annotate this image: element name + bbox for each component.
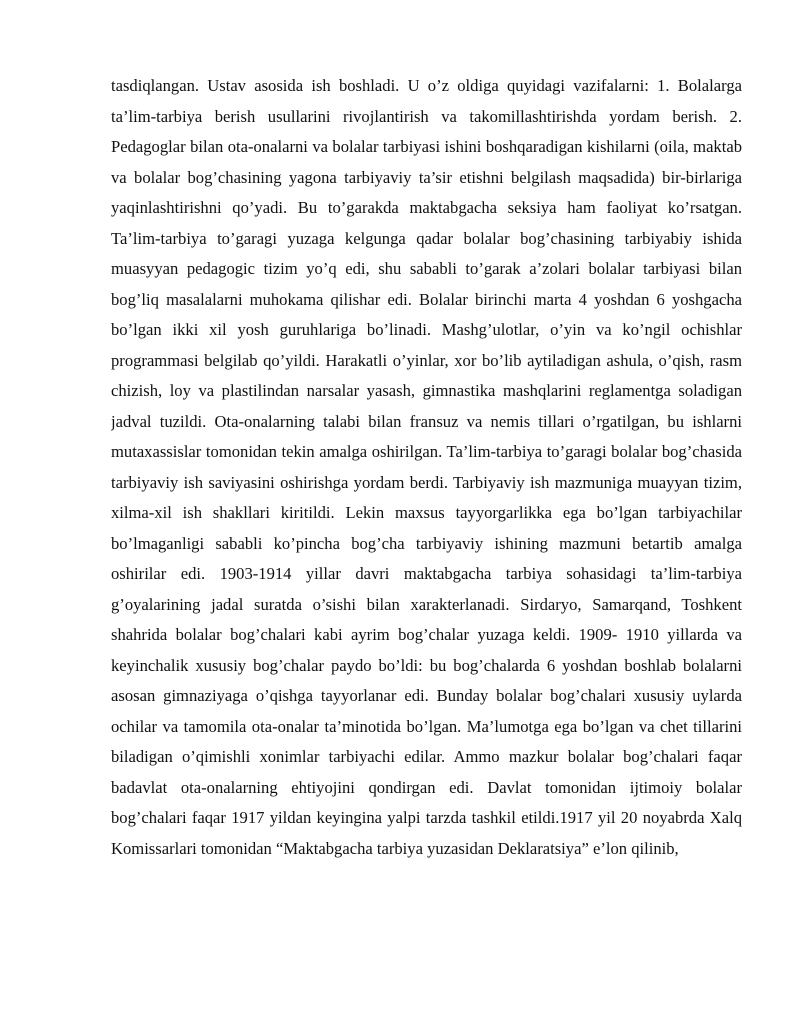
- document-page: [111, 71, 742, 971]
- body-paragraph: tasdiqlangan. Ustav asosida ish boshladi. U o’z oldiga quyidagi vazifalarni: 1. Bolalarga ta’lim-tarbiya berish usullarini rivojlantirish va takomillashtirishda yordam berish. 2. Pedagoglar bilan ota-onalarni va bolalar tarbiyasi ishini boshqaradigan kishilarni (oila, maktab va bolalar bog’chasining yagona tarbiyaviy ta’sir etishni belgilash maqsadida) bir-birlariga yaqinlashtirishni qo’yadi. Bu to’garakda maktabgacha seksiya ham faoliyat ko’rsatgan. Ta’lim-tarbiya to’garagi yuzaga kelgunga qadar bolalar bog’chasining tarbiyabiy ishida muasyyan pedagogic tizim yo’q edi, shu sababli to’garak a’zolari bolalar tarbiyasi bilan bog’liq masalalarni muhokama qilishar edi. Bolalar birinchi marta 4 yoshdan 6 yoshgacha bo’lgan ikki xil yosh guruhlariga bo’linadi. Mashg’ulotlar, o’yin va ko’ngil ochishlar programmasi belgilab qo’yildi. Harakatli o’yinlar, xor bo’lib aytiladigan ashula, o’qish, rasm chizish, loy va plastilindan narsalar yasash, gimnastika mashqlarini reglamentga soladigan jadval tuzildi. Ota-onalarning talabi bilan fransuz va nemis tillari o’rgatilgan, bu ishlarni mutaxassislar tomonidan tekin amalga oshirilgan. Ta’lim-tarbiya to’garagi bolalar bog’chasida tarbiyaviy ish saviyasini oshirishga yordam berdi. Tarbiyaviy ish mazmuniga muayyan tizim, xilma-xil ish shakllari kiritildi. Lekin maxsus tayyorgarlikka ega bo’lgan tarbiyachilar bo’lmaganligi sababli ko’pincha bog’cha tarbiyaviy ishining mazmuni betartib amalga oshirilar edi. 1903-1914 yillar davri maktabgacha tarbiya sohasidagi ta’lim-tarbiya g’oyalarining jadal suratda o’sishi bilan xarakterlanadi. Sirdaryo, Samarqand, Toshkent shahrida bolalar bog’chalari kabi ayrim bog’chalar yuzaga keldi. 1909- 1910 yillarda va keyinchalik xususiy bog’chalar paydo bo’ldi: bu bog’chalarda 6 yoshdan boshlab bolalarni asosan gimnaziyaga o’qishga tayyorlanar edi. Bunday bolalar bog’chalari xususiy uylarda ochilar va tamomila ota-onalar ta’minotida bo’lgan. Ma’lumotga ega bo’lgan va chet tillarini biladigan o’qimishli xonimlar tarbiyachi edilar. Ammo mazkur bolalar bog’chalari faqar badavlat ota-onalarning ehtiyojini qondirgan edi. Davlat tomonidan ijtimoiy bolalar bog’chalari faqar 1917 yildan keyingina yalpi tarzda tashkil etildi.1917 yil 20 noyabrda Xalq Komissarlari tomonidan “Maktabgacha tarbiya yuzasidan Deklaratsiya” e’lon qilinib,: [111, 76, 742, 858]
